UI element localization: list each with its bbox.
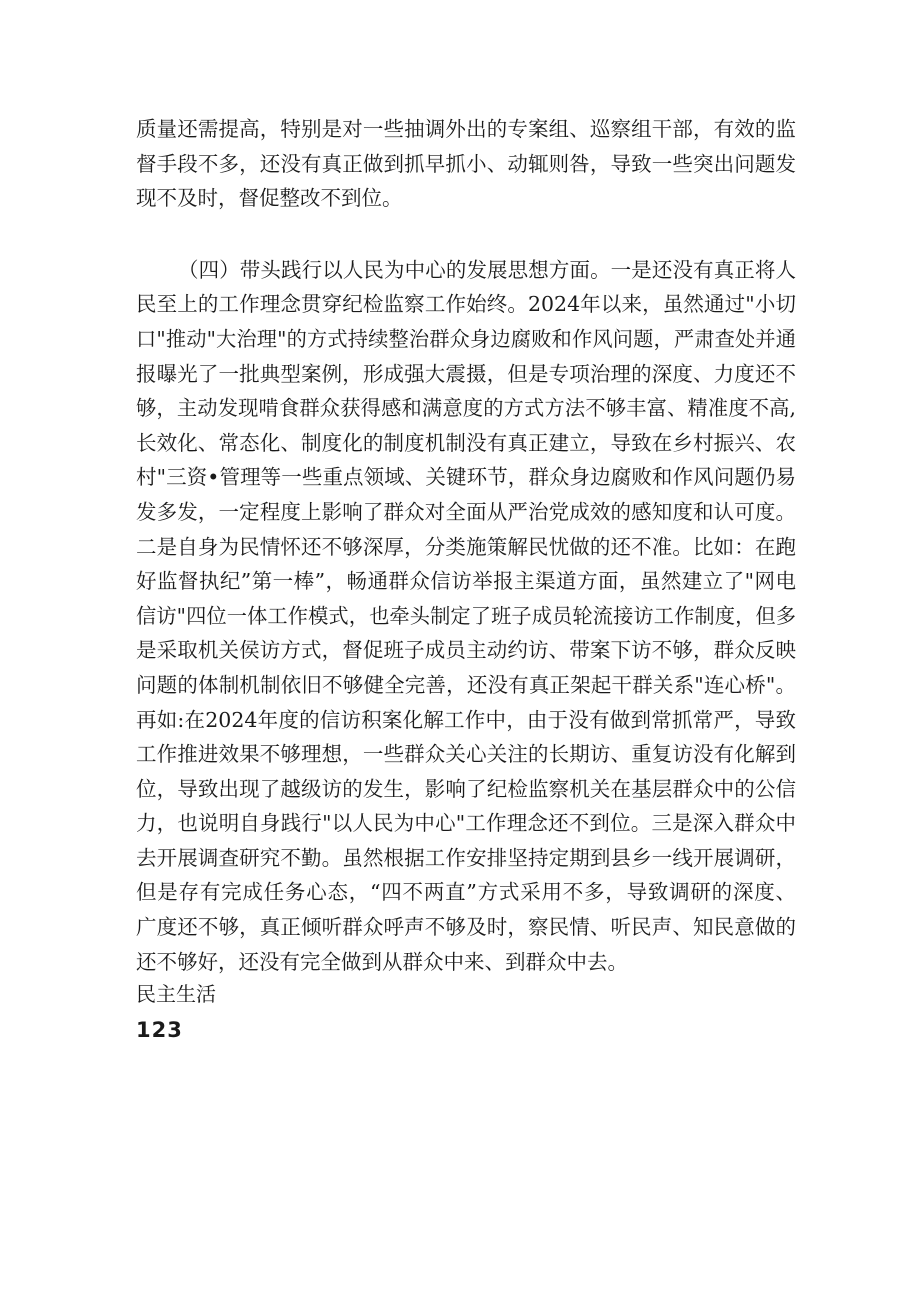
paragraph-gap bbox=[136, 216, 796, 253]
page-number: 123 bbox=[136, 1018, 183, 1043]
text-line: 村"三资•管理等一些重点领域、关键环节，群众身边腐败和作风问题仍易 bbox=[136, 465, 796, 490]
text-line: 长效化、常态化、制度化的制度机制没有真正建立，导致在乡村振兴、农 bbox=[136, 430, 796, 455]
document-page bbox=[136, 112, 796, 1045]
text-line: 信访"四位一体工作模式，也牵头制定了班子成员轮流接访工作制度，但多 bbox=[136, 603, 796, 628]
text-line: 工作推进效果不够理想，一些群众关心关注的长期访、重复访没有化解到 bbox=[136, 742, 796, 767]
text-line: （四）带头践行以人民为中心的发展思想方面。一是还没有真正将人 bbox=[178, 257, 796, 282]
text-line: 还不够好，还没有完全做到从群众中来、到群众中去。 bbox=[136, 949, 628, 974]
text-line: 口"推动"大治理"的方式持续整治群众身边腐败和作风问题，严肃查处并通 bbox=[136, 326, 796, 351]
text-line: 民至上的工作理念贯穿纪检监察工作始终。2024年以来，虽然通过"小切 bbox=[136, 292, 796, 317]
text-line: 现不及时，督促整改不到位。 bbox=[136, 186, 403, 211]
text-line: 但是存有完成任务心态，“四不两直”方式采用不多，导致调研的深度、 bbox=[136, 880, 796, 905]
text-line: 力，也说明自身践行"以人民为中心"工作理念还不到位。三是深入群众中 bbox=[136, 811, 796, 836]
text-line: 去开展调查研究不勤。虽然根据工作安排坚持定期到县乡一线开展调研， bbox=[136, 845, 796, 870]
text-line: 问题的体制机制依旧不够健全完善，还没有真正架起干群关系"连心桥"。 bbox=[136, 672, 796, 697]
text-line: 够，主动发现啃食群众获得感和满意度的方式方法不够丰富、精准度不高, bbox=[136, 396, 796, 421]
text-line: 报曝光了一批典型案例，形成强大震摄，但是专项治理的深度、力度还不 bbox=[136, 361, 796, 386]
text-line: 质量还需提高，特别是对一些抽调外出的专案组、巡察组干部，有效的监 bbox=[136, 117, 796, 141]
text-line: 发多发，一定程度上影响了群众对全面从严治党成效的感知度和认可度。 bbox=[136, 499, 796, 524]
text-line: 好监督执纪”第一棒”，畅通群众信访举报主渠道方面，虽然建立了"网电 bbox=[136, 569, 796, 594]
text-line: 广度还不够，真正倾听群众呼声不够及时，察民情、听民声、知民意做的 bbox=[136, 915, 796, 940]
footer-label: 民主生活 bbox=[136, 982, 216, 1007]
text-line: 是采取机关侯访方式，督促班子成员主动约访、带案下访不够，群众反映 bbox=[136, 638, 796, 663]
text-line: 再如:在2024年度的信访积案化解工作中，由于没有做到常抓常严，导致 bbox=[136, 707, 796, 732]
paragraph-continuation bbox=[136, 112, 796, 216]
paragraph-section-four bbox=[136, 253, 796, 979]
text-line: 位，导致出现了越级访的发生，影响了纪检监察机关在基层群众中的公信 bbox=[136, 776, 796, 801]
text-line: 二是自身为民情怀还不够深厚，分类施策解民忧做的还不准。比如：在跑 bbox=[136, 534, 796, 559]
text-line: 督手段不多，还没有真正做到抓早抓小、动辄则咎，导致一些突出问题发 bbox=[136, 151, 796, 176]
